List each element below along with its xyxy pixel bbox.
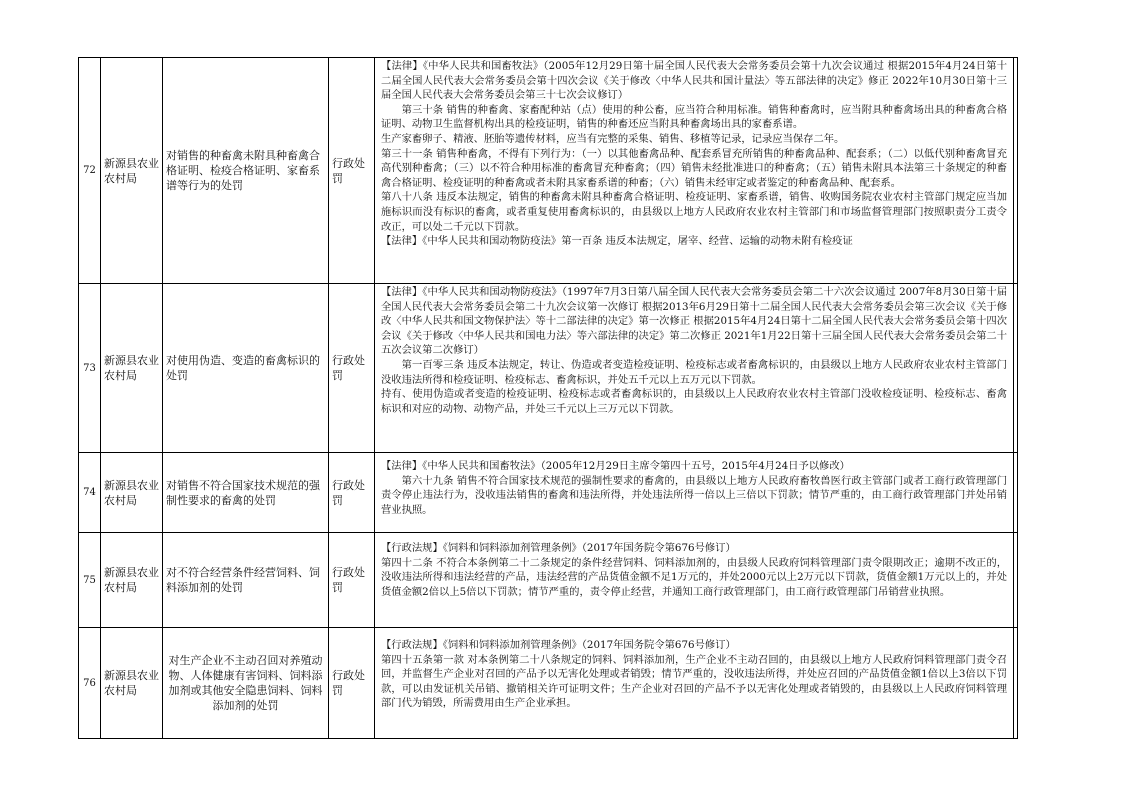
table-row xyxy=(78,284,1017,453)
table-row xyxy=(78,533,1017,628)
penalty-item-cell: 对销售的种畜禽未附具种畜禽合格证明、检疫合格证明、家畜系谱等行为的处罚 xyxy=(163,57,329,284)
basis-paragraph: 持有、使用伪造或者变造的检疫证明、检疫标志或者畜禽标识的，由县级以上人民政府农业农村主管部门没收检疫证明、检疫标志、畜禽标识和对应的动物、动物产品，并处三千元以上三万元以下罚款。 xyxy=(381,388,1007,415)
basis-paragraph: 【法律】《中华人民共和国畜牧法》（2005年12月29日第十届全国人民代表大会常务委员会第十九次会议通过 根据2015年4月24日第十二届全国人民代表大会常务委员会第十四次会议《关于修改〈中华人民共和国计量法〉等五部法律的决定》修正 2022年10月30日第十三届全国人民代表大会常务委员会第三十七次会议修订） xyxy=(381,60,1007,102)
department-cell: 新源县农业农村局 xyxy=(101,628,163,739)
basis-paragraph: 【法律】《中华人民共和国动物防疫法》第一百条 违反本法规定，屠宰、经营、运输的动物未附有检疫证 xyxy=(381,235,853,248)
basis-paragraph: 【行政法规】《饲料和饲料添加剂管理条例》（2017年国务院令第676号修订） xyxy=(381,639,736,651)
table-row xyxy=(78,628,1017,739)
penalty-type-cell: 行政处罚 xyxy=(329,533,375,628)
row-number: 72 xyxy=(79,57,101,284)
penalty-item-cell: 对不符合经营条件经营饲料、饲料添加剂的处罚 xyxy=(163,533,329,628)
legal-basis-cell xyxy=(375,57,1014,284)
row-number: 74 xyxy=(79,453,101,533)
column-gap xyxy=(1014,453,1018,533)
regulation-table xyxy=(78,57,1017,739)
basis-paragraph: 第六十九条 销售不符合国家技术规范的强制性要求的畜禽的，由县级以上地方人民政府畜牧兽医行政主管部门或者工商行政管理部门责令停止违法行为，没收违法销售的畜禽和违法所得，并处违法所得一倍以上三倍以下罚款；情节严重的，由工商行政管理部门并处吊销营业执照。 xyxy=(381,474,1007,516)
row-number: 76 xyxy=(79,628,101,739)
basis-paragraph: 第四十二条 不符合本条例第二十二条规定的条件经营饲料、饲料添加剂的，由县级人民政府饲料管理部门责令限期改正；逾期不改正的，没收违法所得和违法经营的产品，违法经营的产品货值金额不足1万元的，并处2000元以上2万元以下罚款，货值金额1万元以上的，并处货值金额2倍以上5倍以下罚款；情节严重的，责令停止经营，并通知工商行政管理部门，由工商行政管理部门吊销营业执照。 xyxy=(381,556,1007,598)
department-cell: 新源县农业农村局 xyxy=(101,453,163,533)
column-gap xyxy=(1014,57,1018,284)
department-cell: 新源县农业农村局 xyxy=(101,57,163,284)
penalty-item-cell: 对使用伪造、变造的畜禽标识的处罚 xyxy=(163,284,329,453)
legal-basis-cell xyxy=(375,284,1014,453)
department-cell: 新源县农业农村局 xyxy=(101,533,163,628)
penalty-item-cell: 对销售不符合国家技术规范的强制性要求的畜禽的处罚 xyxy=(163,453,329,533)
penalty-type-cell: 行政处罚 xyxy=(329,628,375,739)
legal-basis-cell xyxy=(375,533,1014,628)
column-gap xyxy=(1014,533,1018,628)
penalty-item-cell: 对生产企业不主动召回对养殖动物、人体健康有害饲料、饲料添加剂或其他安全隐患饲料、饲料添加剂的处罚 xyxy=(163,628,329,739)
basis-paragraph: 第八十八条 违反本法规定，销售的种畜禽未附具种畜禽合格证明、检疫证明、家畜系谱，销售、收购国务院农业农村主管部门规定应当加施标识而没有标识的畜禽，或者重复使用畜禽标识的，由县级以上地方人民政府农业农村主管部门和市场监督管理部门按照职责分工责令改正，可以处二千元以下罚款。 xyxy=(381,191,1007,233)
legal-basis-cell xyxy=(375,453,1014,533)
basis-paragraph: 第三十条 销售的种畜禽、家畜配种站（点）使用的种公畜，应当符合种用标准。销售种畜禽时，应当附具种畜禽场出具的种畜禽合格证明、动物卫生监督机构出具的检疫证明，销售的种畜还应当附具种畜禽场出具的家畜系谱。 xyxy=(381,103,1007,131)
basis-paragraph: 第四十五条第一款 对本条例第二十八条规定的饲料、饲料添加剂，生产企业不主动召回的，由县级以上地方人民政府饲料管理部门责令召回，并监督生产企业对召回的产品予以无害化处理或者销毁；情节严重的，没收违法所得，并处应召回的产品货值金额1倍以上3倍以下罚款，可以由发证机关吊销、撤销相关许可证明文件；生产企业对召回的产品不予以无害化处理或者销毁的，由县级以上人民政府饲料管理部门代为销毁，所需费用由生产企业承担。 xyxy=(381,653,1007,710)
basis-paragraph: 【法律】《中华人民共和国动物防疫法》（1997年7月3日第八届全国人民代表大会常务委员会第二十六次会议通过 2007年8月30日第十届全国人民代表大会常务委员会第二十九次会议第一次修订 根据2013年6月29日第十二届全国人民代表大会常务委员会第三次会议《关于修改〈中华人民共和国文物保护法〉等十二部法律的决定》第一次修正 根据2015年4月24日第十二届全国人民代表大会常务委员会第十四次会议《关于修改〈中华人民共和国电力法〉等六部法律的决定》第二次修正 2021年1月22日第十三届全国人民代表大会常务委员会第二十五次会议第二次修订） xyxy=(381,286,1007,357)
basis-paragraph: 【法律】《中华人民共和国畜牧法》（2005年12月29日主席令第四十五号，2015年4月24日予以修改） xyxy=(381,460,850,472)
row-number: 75 xyxy=(79,533,101,628)
basis-paragraph: 第三十一条 销售种畜禽，不得有下列行为：（一）以其他畜禽品种、配套系冒充所销售的种畜禽品种、配套系；（二）以低代别种畜禽冒充高代别种畜禽；（三）以不符合种用标准的畜禽冒充种畜禽；（四）销售未经批准进口的种畜禽；（五）销售未附具本法第三十条规定的种畜禽合格证明、检疫证明的种畜禽或者未附具家畜系谱的种畜；（六）销售未经审定或者鉴定的种畜禽品种、配套系。 xyxy=(381,147,1007,189)
column-gap xyxy=(1014,628,1018,739)
penalty-type-cell: 行政处罚 xyxy=(329,453,375,533)
table-row xyxy=(78,453,1017,533)
basis-paragraph: 【行政法规】《饲料和饲料添加剂管理条例》（2017年国务院令第676号修订） xyxy=(381,542,736,554)
table-row xyxy=(78,57,1017,284)
department-cell: 新源县农业农村局 xyxy=(101,284,163,453)
legal-basis-cell xyxy=(375,628,1014,739)
basis-paragraph: 生产家畜卵子、精液、胚胎等遗传材料，应当有完整的采集、销售、移植等记录，记录应当保存二年。 xyxy=(381,132,845,145)
penalty-type-cell: 行政处罚 xyxy=(329,284,375,453)
row-number: 73 xyxy=(79,284,101,453)
basis-paragraph: 第一百零三条 违反本法规定，转让、伪造或者变造检疫证明、检疫标志或者畜禽标识的，由县级以上地方人民政府农业农村主管部门没收违法所得和检疫证明、检疫标志、畜禽标识，并处五千元以上五万元以下罚款。 xyxy=(381,358,1007,386)
penalty-type-cell: 行政处罚 xyxy=(329,57,375,284)
column-gap xyxy=(1014,284,1018,453)
